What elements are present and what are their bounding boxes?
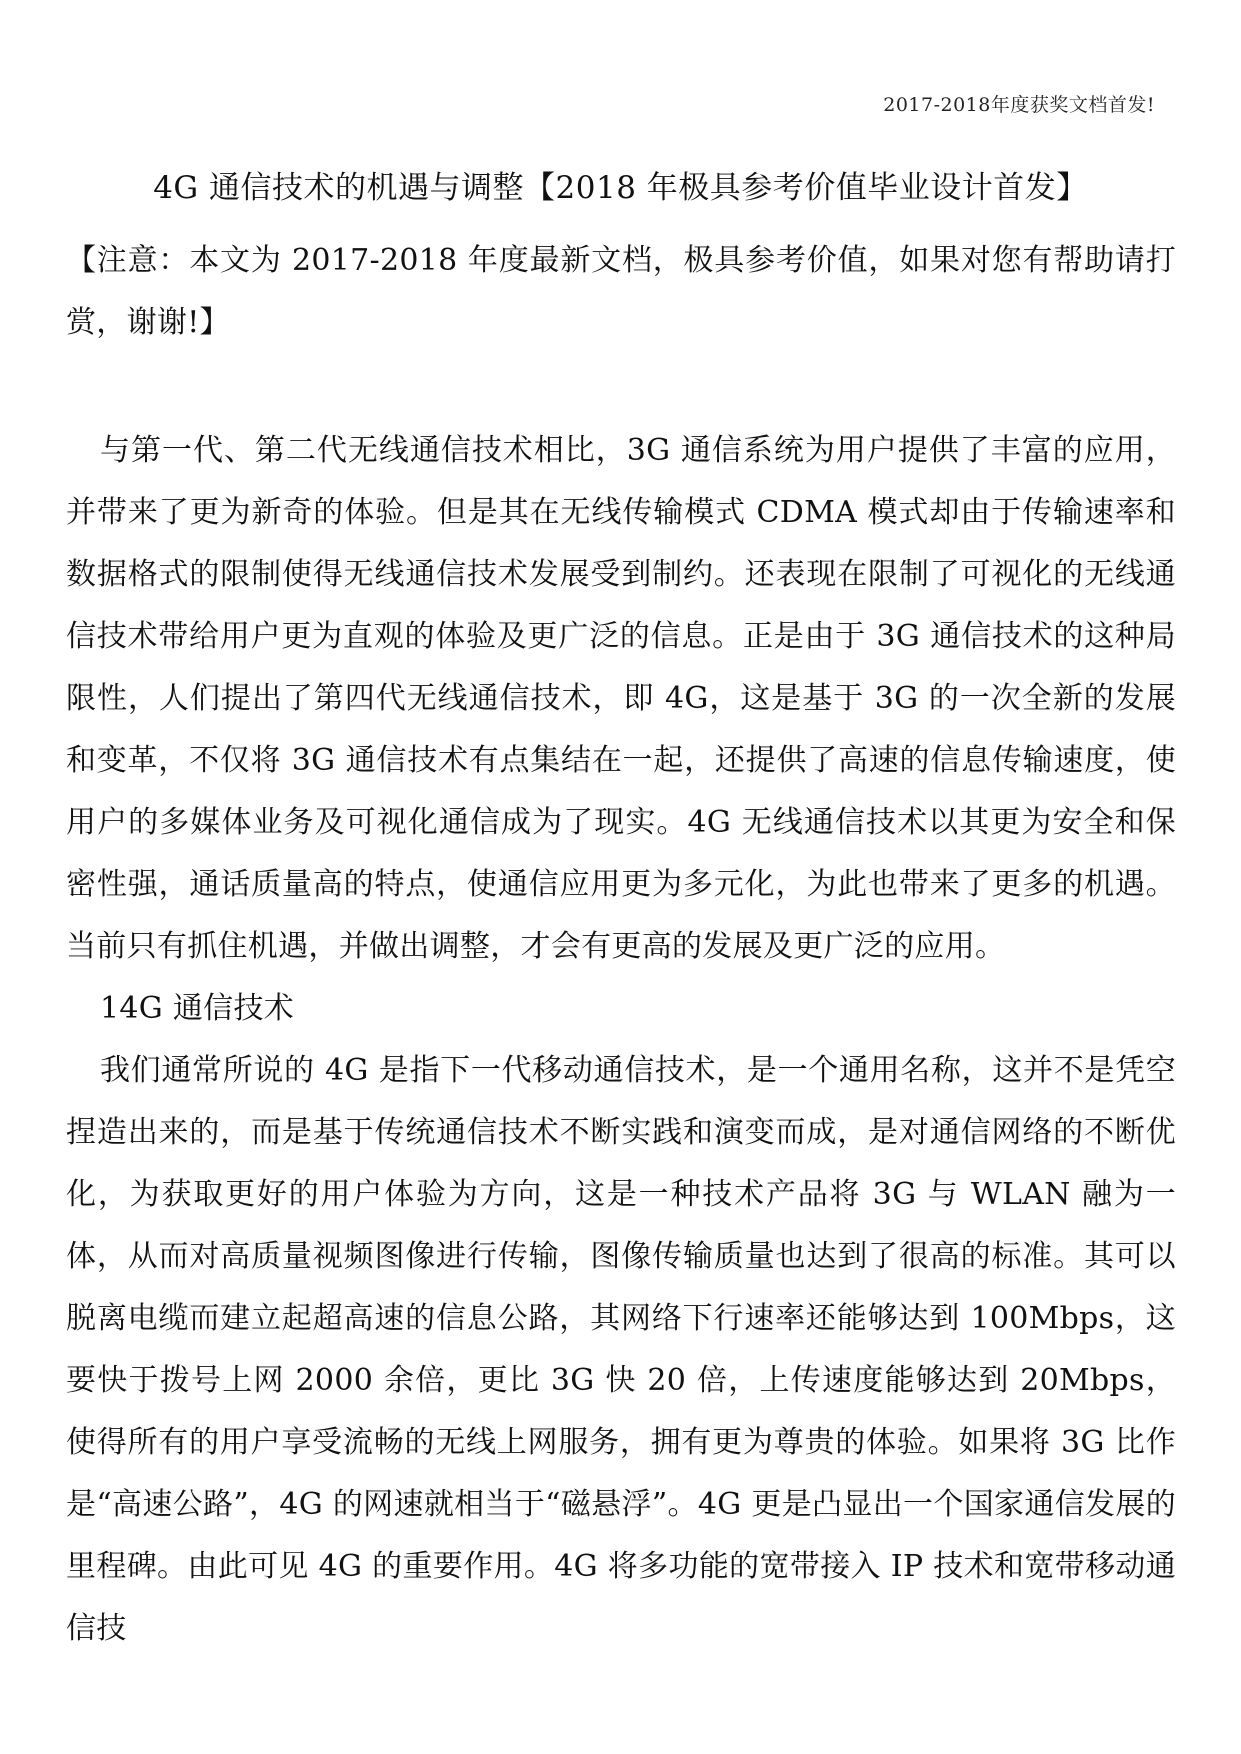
header-note: 2017-2018年度获奖文档首发! (883, 94, 1155, 116)
body-paragraph: 我们通常所说的 4G 是指下一代移动通信技术，是一个通用名称，这并不是凭空捏造出来的，而是基于传统通信技术不断实践和演变而成，是对通信网络的不断优化，为获取更好的用户体验为方向，这是一种技术产品将 3G 与 WLAN 融为一体，从而对高质量视频图像进行传输，图像传输质量也达到了很高的标准。其可以脱离电缆而建立起超高速的信息公路，其网络下行速率还能够达到 100Mbps，这要快于拨号上网 2000 余倍，更比 3G 快 20 倍，上传速度能够达到 20Mbps，使得所有的用户享受流畅的无线上网服务，拥有更为尊贵的体验。如果将 3G 比作是“高速公路”，4G 的网速就相当于“磁悬浮”。4G 更是凸显出一个国家通信发展的里程碑。由此可见 4G 的重要作用。4G 将多功能的宽带接入 IP 技术和宽带移动通信技 (66, 1053, 1176, 1646)
notice-paragraph: 【注意：本文为 2017-2018 年度最新文档，极具参考价值，如果对您有帮助请打赏，谢谢!】 (66, 243, 1176, 340)
document-body (66, 420, 1176, 1660)
document-title: 4G 通信技术的机遇与调整【2018 年极具参考价值毕业设计首发】 (153, 170, 1088, 206)
section-heading: 14G 通信技术 (100, 991, 295, 1026)
intro-paragraph: 与第一代、第二代无线通信技术相比，3G 通信系统为用户提供了丰富的应用，并带来了更为新奇的体验。但是其在无线传输模式 CDMA 模式却由于传输速率和数据格式的限制使得无线通信技术发展受到制约。还表现在限制了可视化的无线通信技术带给用户更为直观的体验及更广泛的信息。正是由于 3G 通信技术的这种局限性，人们提出了第四代无线通信技术，即 4G，这是基于 3G 的一次全新的发展和变革，不仅将 3G 通信技术有点集结在一起，还提供了高速的信息传输速度，使用户的多媒体业务及可视化通信成为了现实。4G 无线通信技术以其更为安全和保密性强，通话质量高的特点，使通信应用更为多元化，为此也带来了更多的机遇。当前只有抓住机遇，并做出调整，才会有更高的发展及更广泛的应用。 (66, 433, 1176, 964)
